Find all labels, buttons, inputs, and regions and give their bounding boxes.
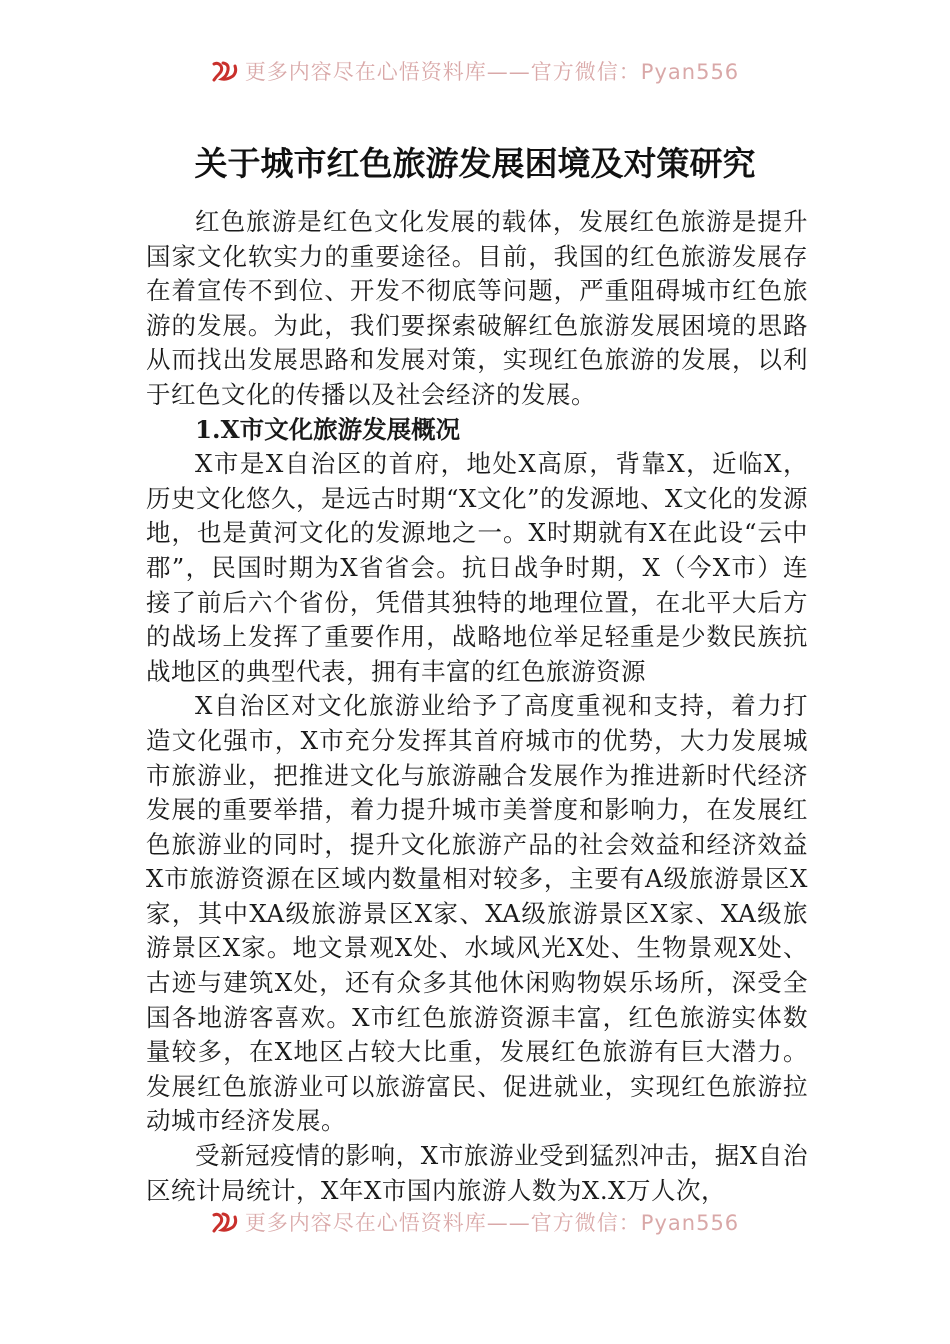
- watermark-bottom: [0, 1207, 950, 1237]
- body-paragraph: X市是X自治区的首府，地处X高原，背靠X，近临X，历史文化悠久，是远古时期“X文化”的发源地、X文化的发源地，也是黄河文化的发源地之一。X时期就有X在此设“云中郡”，民国时期为X省省会。抗日战争时期，X（今X市）连接了前后六个省份，凭借其独特的地理位置，在北平大后方的战场上发挥了重要作用，战略地位举足轻重是少数民族抗战地区的典型代表，拥有丰富的红色旅游资源: [146, 449, 808, 686]
- brand-logo-icon: [211, 1211, 239, 1233]
- section-heading: 1.X市文化旅游发展概况: [195, 414, 461, 444]
- brand-logo-icon: [211, 60, 239, 82]
- watermark-text: 更多内容尽在心悟资料库——官方微信：Pyan556: [244, 1211, 740, 1235]
- watermark-top: [0, 56, 950, 86]
- watermark-text: 更多内容尽在心悟资料库——官方微信：Pyan556: [244, 60, 740, 84]
- document-body: [146, 205, 808, 1208]
- body-paragraph: X自治区对文化旅游业给予了高度重视和支持，着力打造文化强市，X市充分发挥其首府城市的优势，大力发展城市旅游业，把推进文化与旅游融合发展作为推进新时代经济发展的重要举措，着力提升城市美誉度和影响力，在发展红色旅游业的同时，提升文化旅游产品的社会效益和经济效益X市旅游资源在区域内数量相对较多，主要有A级旅游景区X家，其中XA级旅游景区X家、XA级旅游景区X家、XA级旅游景区X家。地文景观X处、水域风光X处、生物景观X处、古迹与建筑X处，还有众多其他休闲购物娱乐场所，深受全国各地游客喜欢。X市红色旅游资源丰富，红色旅游实体数量较多，在X地区占较大比重，发展红色旅游有巨大潜力。发展红色旅游业可以旅游富民、促进就业，实现红色旅游拉动城市经济发展。: [146, 691, 808, 1136]
- body-paragraph: 受新冠疫情的影响，X市旅游业受到猛烈冲击，据X自治区统计局统计，X年X市国内旅游人数为X.X万人次，: [146, 1141, 808, 1205]
- page-title: 关于城市红色旅游发展困境及对策研究: [194, 144, 756, 183]
- intro-paragraph: 红色旅游是红色文化发展的载体，发展红色旅游是提升国家文化软实力的重要途径。目前，我国的红色旅游发展存在着宣传不到位、开发不彻底等问题，严重阻碍城市红色旅游的发展。为此，我们要探索破解红色旅游发展困境的思路从而找出发展思路和发展对策，实现红色旅游的发展，以利于红色文化的传播以及社会经济的发展。: [146, 207, 808, 409]
